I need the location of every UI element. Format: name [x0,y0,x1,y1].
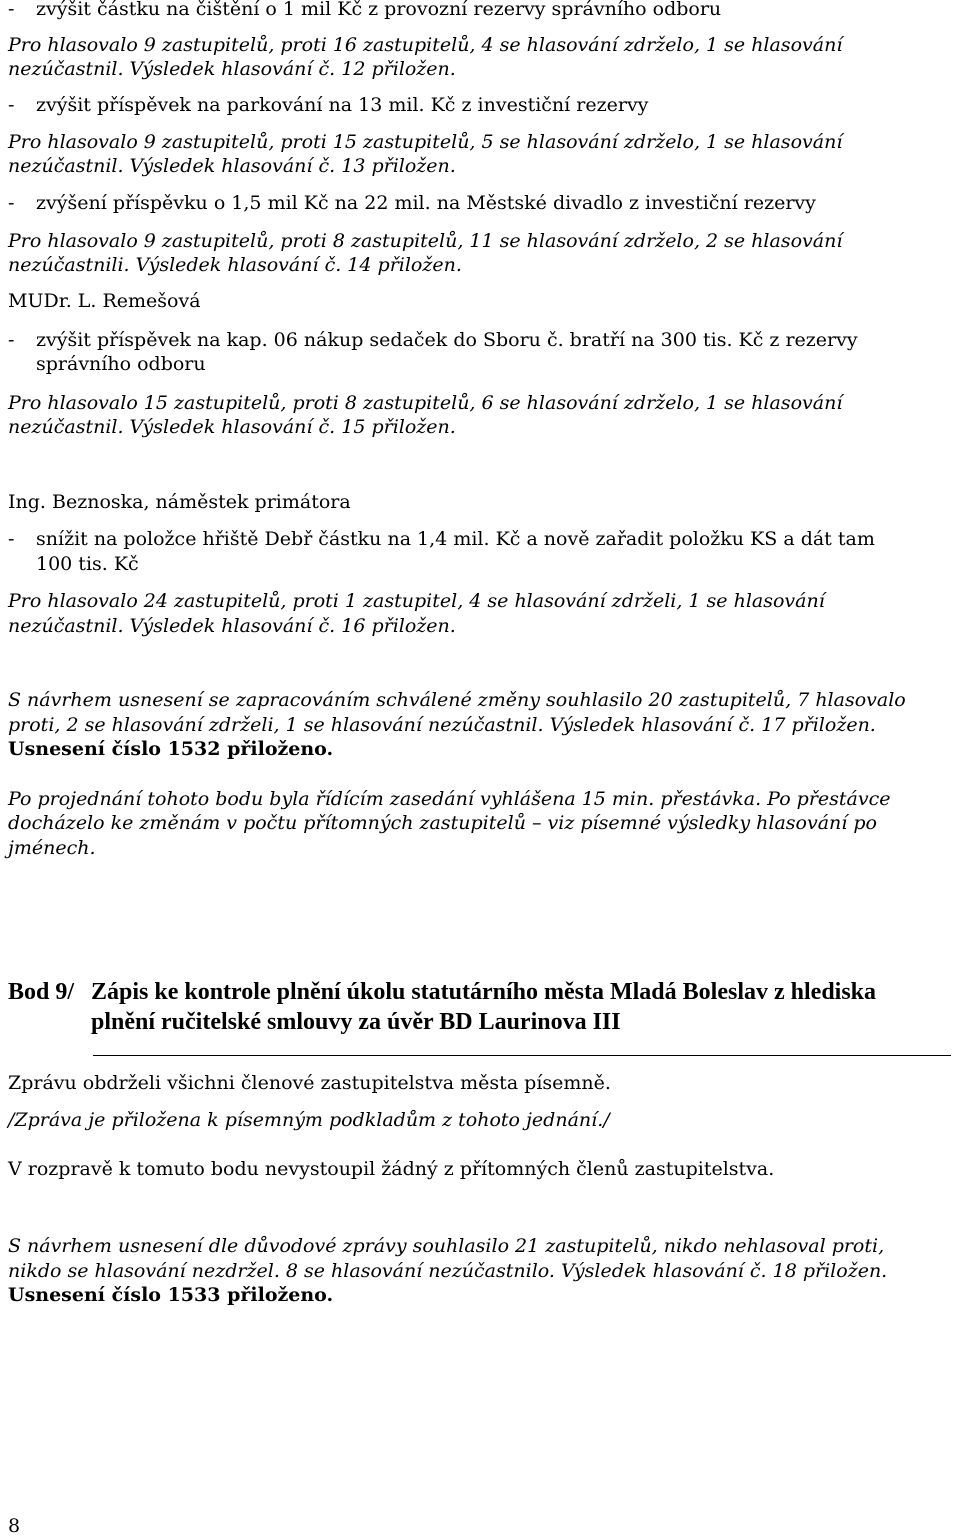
vote-result: nezúčastnil. Výsledek hlasování č. 13 přiložen. [8,155,456,177]
bullet-dash: - [8,192,15,214]
agenda-item-title: plnění ručitelské smlouvy za úvěr BD Laurinova III [91,1009,621,1035]
vote-result: Pro hlasovalo 9 zastupitelů, proti 8 zastupitelů, 11 se hlasování zdrželo, 2 se hlasování [8,230,843,252]
discussion-note: V rozpravě k tomuto bodu nevystoupil žádný z přítomných členů zastupitelstva. [8,1158,775,1180]
amendment-text: 100 tis. Kč [36,553,139,575]
resolution-number: Usnesení číslo 1533 přiloženo. [8,1284,334,1306]
agenda-item-title: Zápis ke kontrole plnění úkolu statutárního města Mladá Boleslav z hlediska [91,979,877,1005]
bullet-dash: - [8,528,15,550]
resolution-vote: S návrhem usnesení dle důvodové zprávy souhlasilo 21 zastupitelů, nikdo nehlasoval proti, [8,1235,885,1257]
amendment-text: správního odboru [36,353,206,375]
speaker-name: Ing. Beznoska, náměstek primátora [8,491,351,513]
report-note: /Zpráva je přiložena k písemným podkladům z tohoto jednání./ [8,1109,610,1131]
bullet-dash: - [8,0,15,20]
break-note: jménech. [8,837,96,859]
vote-result: nezúčastnil. Výsledek hlasování č. 12 přiložen. [8,58,456,80]
vote-result: nezúčastnil. Výsledek hlasování č. 15 přiložen. [8,416,456,438]
speaker-name: MUDr. L. Remešová [8,290,201,312]
break-note: Po projednání tohoto bodu byla řídícím zasedání vyhlášena 15 min. přestávka. Po přestávce [8,788,891,810]
amendment-text: zvýšit příspěvek na parkování na 13 mil. Kč z investiční rezervy [36,94,649,116]
vote-result: Pro hlasovalo 15 zastupitelů, proti 8 zastupitelů, 6 se hlasování zdrželo, 1 se hlasování [8,392,843,414]
amendment-text: zvýšit částku na čištění o 1 mil Kč z provozní rezervy správního odboru [36,0,722,20]
resolution-vote: proti, 2 se hlasování zdrželi, 1 se hlasování nezúčastnil. Výsledek hlasování č. 17 přiložen. [8,714,876,736]
report-note: Zprávu obdrželi všichni členové zastupitelstva města písemně. [8,1072,611,1094]
resolution-number: Usnesení číslo 1532 přiloženo. [8,738,334,760]
agenda-item-number: Bod 9/ [8,979,75,1005]
vote-result: Pro hlasovalo 9 zastupitelů, proti 16 zastupitelů, 4 se hlasování zdrželo, 1 se hlasování [8,34,843,56]
bullet-dash: - [8,329,15,351]
vote-result: nezúčastnil. Výsledek hlasování č. 16 přiložen. [8,615,456,637]
amendment-text: zvýšit příspěvek na kap. 06 nákup sedaček do Sboru č. bratří na 300 tis. Kč z rezervy [36,329,858,351]
resolution-vote: S návrhem usnesení se zapracováním schválené změny souhlasilo 20 zastupitelů, 7 hlasovalo [8,689,906,711]
amendment-text: zvýšení příspěvku o 1,5 mil Kč na 22 mil. na Městské divadlo z investiční rezervy [36,192,816,214]
vote-result: Pro hlasovalo 24 zastupitelů, proti 1 zastupitel, 4 se hlasování zdrželi, 1 se hlasování [8,590,825,612]
bullet-dash: - [8,94,15,116]
vote-result: nezúčastnili. Výsledek hlasování č. 14 přiložen. [8,254,462,276]
vote-result: Pro hlasovalo 9 zastupitelů, proti 15 zastupitelů, 5 se hlasování zdrželo, 1 se hlasování [8,131,843,153]
heading-rule [93,1055,951,1056]
resolution-vote: nikdo se hlasování nezdržel. 8 se hlasování nezúčastnilo. Výsledek hlasování č. 18 přiložen. [8,1260,888,1282]
amendment-text: snížit na položce hřiště Debř částku na 1,4 mil. Kč a nově zařadit položku KS a dát tam [36,528,875,550]
page-number: 8 [8,1515,21,1537]
break-note: docházelo ke změnám v počtu přítomných zastupitelů – viz písemné výsledky hlasování po [8,812,877,834]
